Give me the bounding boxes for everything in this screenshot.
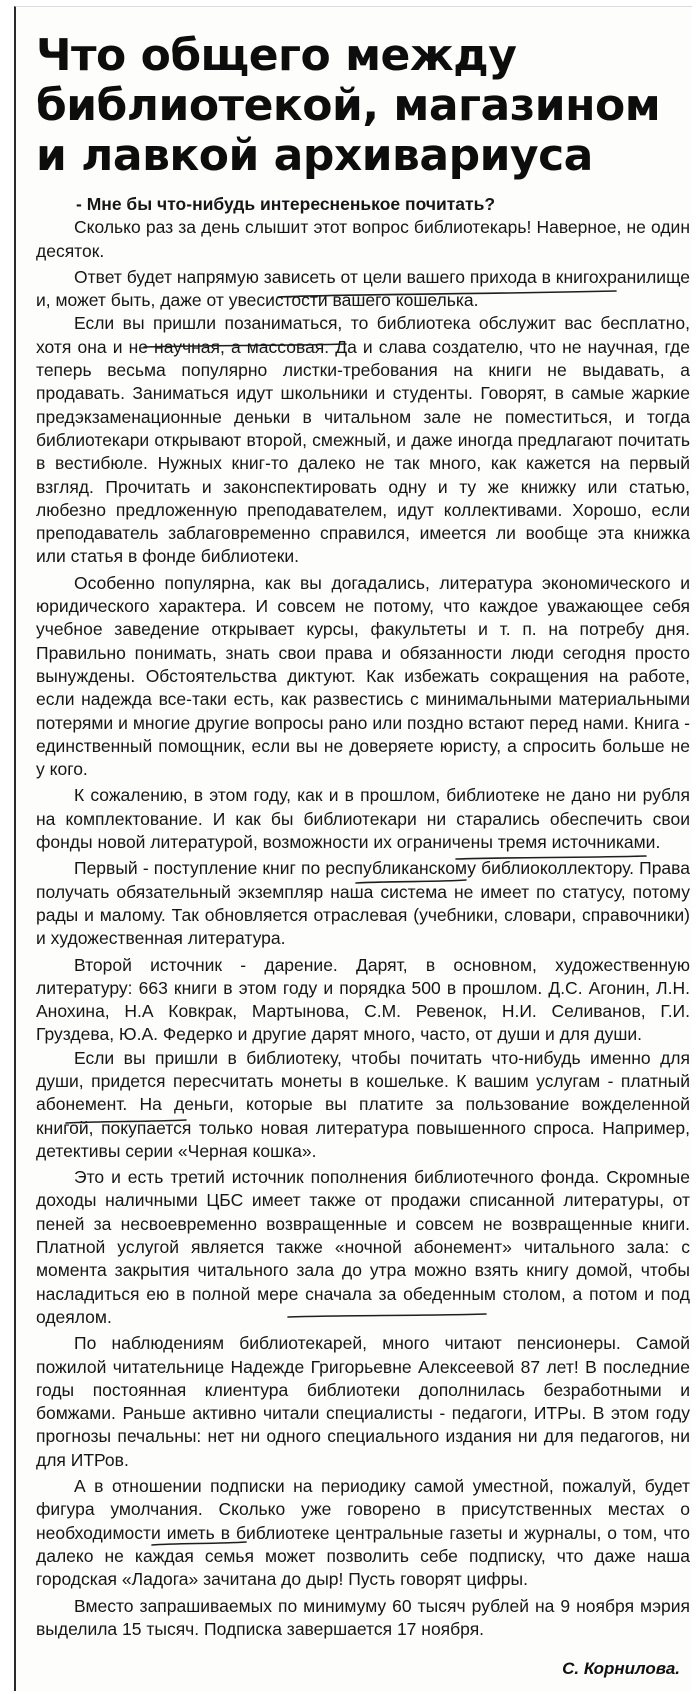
paragraph-paid-subscription: Если вы пришли в библиотеку, чтобы почитать что-нибудь именно для души, придется пересчитать монеты в кошельке. К вашим услугам - платный абонемент. На деньги, которые вы платите за пользование вожделенной книгой, покупается только новая литература повышенного спроса. Например, детективы серии «Черная кошка».: [36, 1047, 690, 1161]
headline-line-2: библиотекой, магазином: [36, 80, 661, 131]
paragraph-answer: Ответ будет напрямую зависеть от цели вашего прихода в книгохранилище и, может быть, даже от увесистости вашего кошелька.: [36, 266, 690, 311]
paragraph-source-second: Второй источник - дарение. Дарят, в основном, художественную литературу: 663 книги в этом году и порядка 500 в прошлом. Д.С. Агонин, Л.Н. Анохина, Н.А Ковкрак, Мартынова, С.М. Ревенок, Н.И. Селиванов, Г.И. Груздева, Ю.А. Федерко и другие дарят много, часто, от души и для души.: [36, 954, 690, 1045]
headline-line-1: Что общего между: [36, 30, 517, 81]
paragraph-study: Если вы пришли позаниматься, то библиотека обслужит вас бесплатно, хотя она и не научная, а массовая. Да и слава создателю, что не научная, где теперь весьма популярно листки-требования на книги не выдавать, а продавать. Заниматься идут школьники и студенты. Говорят, в самые жаркие предэкзаменационные деньки в читальном зале не поместиться, и тогда библиотекари открывают второй, смежный, и даже иногда предлагают почитать в вестибюле. Нужных книг-то далеко не так много, как кажется на первый взгляд. Прочитать и законспектировать одну и ту же книжку или статью, любезно предложенную преподавателем, идут коллективами. Хорошо, если преподаватель заблаговременно справился, имеется ли вообще эта книжка или статья в фонде библиотеки.: [36, 313, 690, 567]
paragraph-popular: Особенно популярна, как вы догадались, литература экономического и юридического характера. И совсем не потому, что каждое уважающее себя учебное заведение открывает курсы, факультеты и т. п. на потребу дня. Правильно понимать, знать свои права и обязанности люди сегодня просто вынуждены. Обстоятельства диктуют. Как избежать сокращения на работе, если надежда все-таки есть, как развестись с минимальными материальными потерями и многие другие вопросы рано или поздно встают перед нами. Книга - единственный помощник, если вы не доверяете юристу, а спросить больше не у кого.: [36, 572, 690, 780]
article-body: [36, 193, 690, 1641]
paragraph-periodicals: А в отношении подписки на периодику самой уместной, пожалуй, будет фигура умолчания. Сколько уже говорено в присутственных местах о необходимости иметь в библиотеке центральные газеты и журналы, о том, что далеко не каждая семья может позволить себе подписку, что даже наша городская «Ладога» зачитана до дыр! Пусть говорят цифры.: [36, 1476, 690, 1590]
author-signature: С. Корнилова.: [562, 1659, 680, 1678]
headline-line-3: и лавкой архивариуса: [36, 130, 593, 181]
paragraph-intro: Сколько раз за день слышит этот вопрос библиотекарь! Наверное, не один десяток.: [36, 217, 690, 261]
paragraph-funding: К сожалению, в этом году, как и в прошлом, библиотеке не дано ни рубля на комплектование. И как бы библиотекари ни старались обеспечить свои фонды новой литературой, возможности их ограничены тремя источниками.: [36, 785, 690, 853]
paragraph-budget: Вместо запрашиваемых по минимуму 60 тысяч рублей на 9 ноября мэрия выделила 15 тысяч. Подписка завершается 17 ноября.: [36, 1595, 690, 1639]
paragraph-source-first: Первый - поступление книг по республиканскому библиоколлектору. Права получать обязательный экземпляр наша система не имеет по статусу, потому рады и малому. Так обновляется отраслевая (учебники, словари, справочники) и художественная литература.: [36, 858, 690, 949]
article-headline: [36, 31, 686, 181]
newspaper-clipping: [14, 6, 692, 1691]
paragraph-readers: По наблюдениям библиотекарей, много читают пенсионеры. Самой пожилой читательнице Надежде Григорьевне Алексеевой 87 лет! В последние годы постоянная клиентура библиотеки дополнилась безработными и бомжами. Раньше активно читали специалисты - педагоги, ИТРы. В этом году прогнозы печальны: нет ни одного специального издания ни для педагогов, ни для ИТРов.: [36, 1333, 690, 1470]
paragraph-source-third: Это и есть третий источник пополнения библиотечного фонда. Скромные доходы наличными ЦБС имеет также от продажи списанной литературы, от пеней за несвоевременно возвращенные и совсем не возвращенные книги. Платной услугой является также «ночной абонемент» читального зала: с момента закрытия читального зала до утра можно взять книгу домой, чтобы насладиться ею в полной мере сначала за обеденным столом, а потом и под одеялом.: [36, 1167, 690, 1327]
lead-question: - Мне бы что-нибудь интересненькое почитать?: [76, 194, 496, 214]
